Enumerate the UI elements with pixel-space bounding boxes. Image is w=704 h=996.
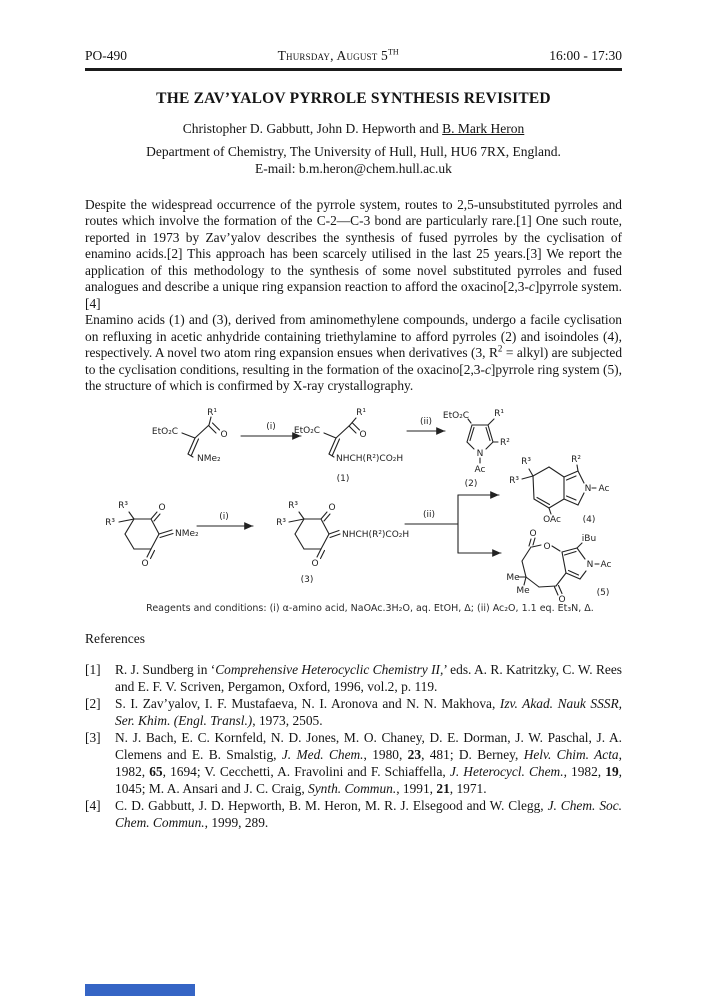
label-o-top-5: O [529,529,537,539]
label-o-a: O [220,430,228,440]
authors-line: Christopher D. Gabbutt, John D. Hepworth and B. Mark Heron [182,121,525,136]
label-r1-2: R¹ [494,409,504,419]
label-r3a-3: R³ [288,501,298,511]
reference-item [85,695,622,729]
label-nhch-1: NHCH(R²)CO₂H [336,454,404,464]
label-etoc-2: EtO₂C [442,411,470,421]
reaction-scheme [85,400,655,605]
reference-text: C. D. Gabbutt, J. D. Hepworth, B. M. Heron, M. R. J. Elsegood and W. Clegg, J. Chem. Soc. Chem. Commun., 1999, 289. [115,798,622,830]
reference-item [85,797,622,831]
reference-item [85,729,622,797]
session-date-ordinal: TH [388,47,399,57]
label-compound-4: (4) [582,515,596,525]
compound-b-structure [119,512,173,559]
label-compound-1: (1) [336,474,350,484]
label-o-top-b: O [158,503,166,513]
label-n-4: N [584,484,592,494]
reference-marker: [4] [85,798,101,813]
label-r3b-3: R³ [276,518,286,528]
affiliation-line: Department of Chemistry, The University of Hull, Hull, HU6 7RX, England. [146,144,561,159]
label-o-bot-5: O [558,595,566,605]
reference-text: N. J. Bach, E. C. Kornfeld, N. D. Jones, M. O. Chaney, D. E. Dorman, J. W. Paschal, J. A. Clemens and E. B. Smalstig, J. Med. Chem., 1980, 23, 481; D. Berney, Helv. Chim. Acta, 1982, 65, 1694; V. Cecchetti, A. Fravolini and F. Schiaffella, J. Heterocycl. Chem., 1982, 19, 1045; M. A. Ansari and J. C. Craig, Synth. Commun., 1991, 21, 1971. [115,730,622,796]
label-n-5: N [586,560,594,570]
poster-code: PO-490 [85,48,128,63]
label-oac-4: OAc [543,515,561,525]
label-step-i-row2: (i) [219,512,229,522]
label-r1-1: R¹ [356,408,366,418]
label-etoc-a: EtO₂C [151,427,179,437]
label-ibu-5: iBu [581,534,597,544]
label-o-bot-3: O [311,559,319,569]
label-compound-2: (2) [464,479,478,489]
label-r1-a: R¹ [207,408,217,418]
label-compound-5: (5) [596,588,610,598]
label-nhch-3: NHCH(R²)CO₂H [342,530,410,540]
label-r3b-4: R³ [509,476,519,486]
reference-marker: [3] [85,730,101,745]
label-step-ii-row1: (ii) [419,417,433,427]
label-me1-5: Me [506,573,520,583]
compound-3-structure [289,512,340,559]
label-o-ring-5: O [543,542,551,552]
label-n-2: N [476,449,484,459]
abstract-paragraph-1: Despite the widespread occurrence of the pyrrole system, routes to 2,5-unsubstituted pyrroles and routes which involve the formation of the C-2—C-3 bond are particularly rare.[1] One such route, reported in 1973 by Zav’yalov describes the synthesis of fused pyrroles by the cyclisation of enamino acids.[2] This approach has been scarcely utilised in the last 25 years.[3] We report the application of this methodology to the synthesis of some novel substituted pyrroles and fused analogues and describe a unique ring expansion reaction to afford the oxacino[2,3-c]pyrrole system.[4] [85,197,622,311]
header-rule [85,68,622,71]
email-line: E-mail: b.m.heron@chem.hull.ac.uk [255,161,452,176]
label-me2-5: Me [516,586,530,596]
label-ac-2: Ac [474,465,486,475]
paper-title: THE ZAV’YALOV PYRROLE SYNTHESIS REVISITED [156,90,551,107]
compound-enaminone-a [182,417,220,457]
label-nme2-a: NMe₂ [197,454,221,464]
label-r3a-b: R³ [118,501,128,511]
label-ac-5: Ac [600,560,612,570]
label-o-top-3: O [328,503,336,513]
compound-1-structure [324,418,360,457]
reference-marker: [2] [85,696,101,711]
label-r2-2: R² [500,438,510,448]
scheme-caption: Reagents and conditions: (i) α-amino acid, NaOAc.3H₂O, aq. EtOH, Δ; (ii) Ac₂O, 1.1 eq. Et₃N, Δ. [146,603,594,614]
reference-text: S. I. Zav’yalov, I. F. Mustafaeva, N. I. Aronova and N. N. Makhova, Izv. Akad. Nauk SSSR, Ser. Khim. (Engl. Transl.), 1973, 2505. [115,696,622,728]
label-o-1: O [359,430,367,440]
label-nme2-b: NMe₂ [175,529,199,539]
label-etoc-1: EtO₂C [293,426,321,436]
references-heading: References [85,631,145,646]
session-time: 16:00 - 17:30 [549,48,622,63]
reaction-scheme-drawing [85,400,655,605]
label-step-i-row1: (i) [266,422,276,432]
footer-accent-bar [85,984,195,996]
abstract-body [85,197,622,394]
label-r3a-4: R³ [521,457,531,467]
session-date [278,48,399,64]
session-date-text: Thursday, August 5 [277,48,388,63]
label-step-ii-row2: (ii) [422,510,436,520]
label-r3b-b: R³ [105,518,115,528]
reference-marker: [1] [85,662,101,677]
page-header [85,48,622,64]
arrow-step-ii-branch [405,495,501,553]
abstract-paragraph-2: Enamino acids (1) and (3), derived from aminomethylene compounds, undergo a facile cyclisation on refluxing in acetic anhydride containing triethylamine to afford pyrroles (2) and isoindoles (4), respectively. A novel two atom ring expansion ensues when derivatives (3, $R^2$ = alkyl) are subjected to the cyclisation conditions, resulting in the formation of the oxacino[2,3-c]pyrrole ring system (5), the structure of which is confirmed by X-ray crystallography. [85,312,623,393]
label-o-bot-b: O [141,559,149,569]
label-compound-3: (3) [300,575,314,585]
label-ac-4: Ac [598,484,610,494]
references-list [85,661,622,831]
reference-item [85,661,622,695]
label-r2-4: R² [571,455,581,465]
reference-text: R. J. Sundberg in ‘Comprehensive Heterocyclic Chemistry II,’ eds. A. R. Katritzky, C. W. Rees and E. F. V. Scriven, Pergamon, Oxford, 1996, vol.2, p. 119. [115,662,622,694]
